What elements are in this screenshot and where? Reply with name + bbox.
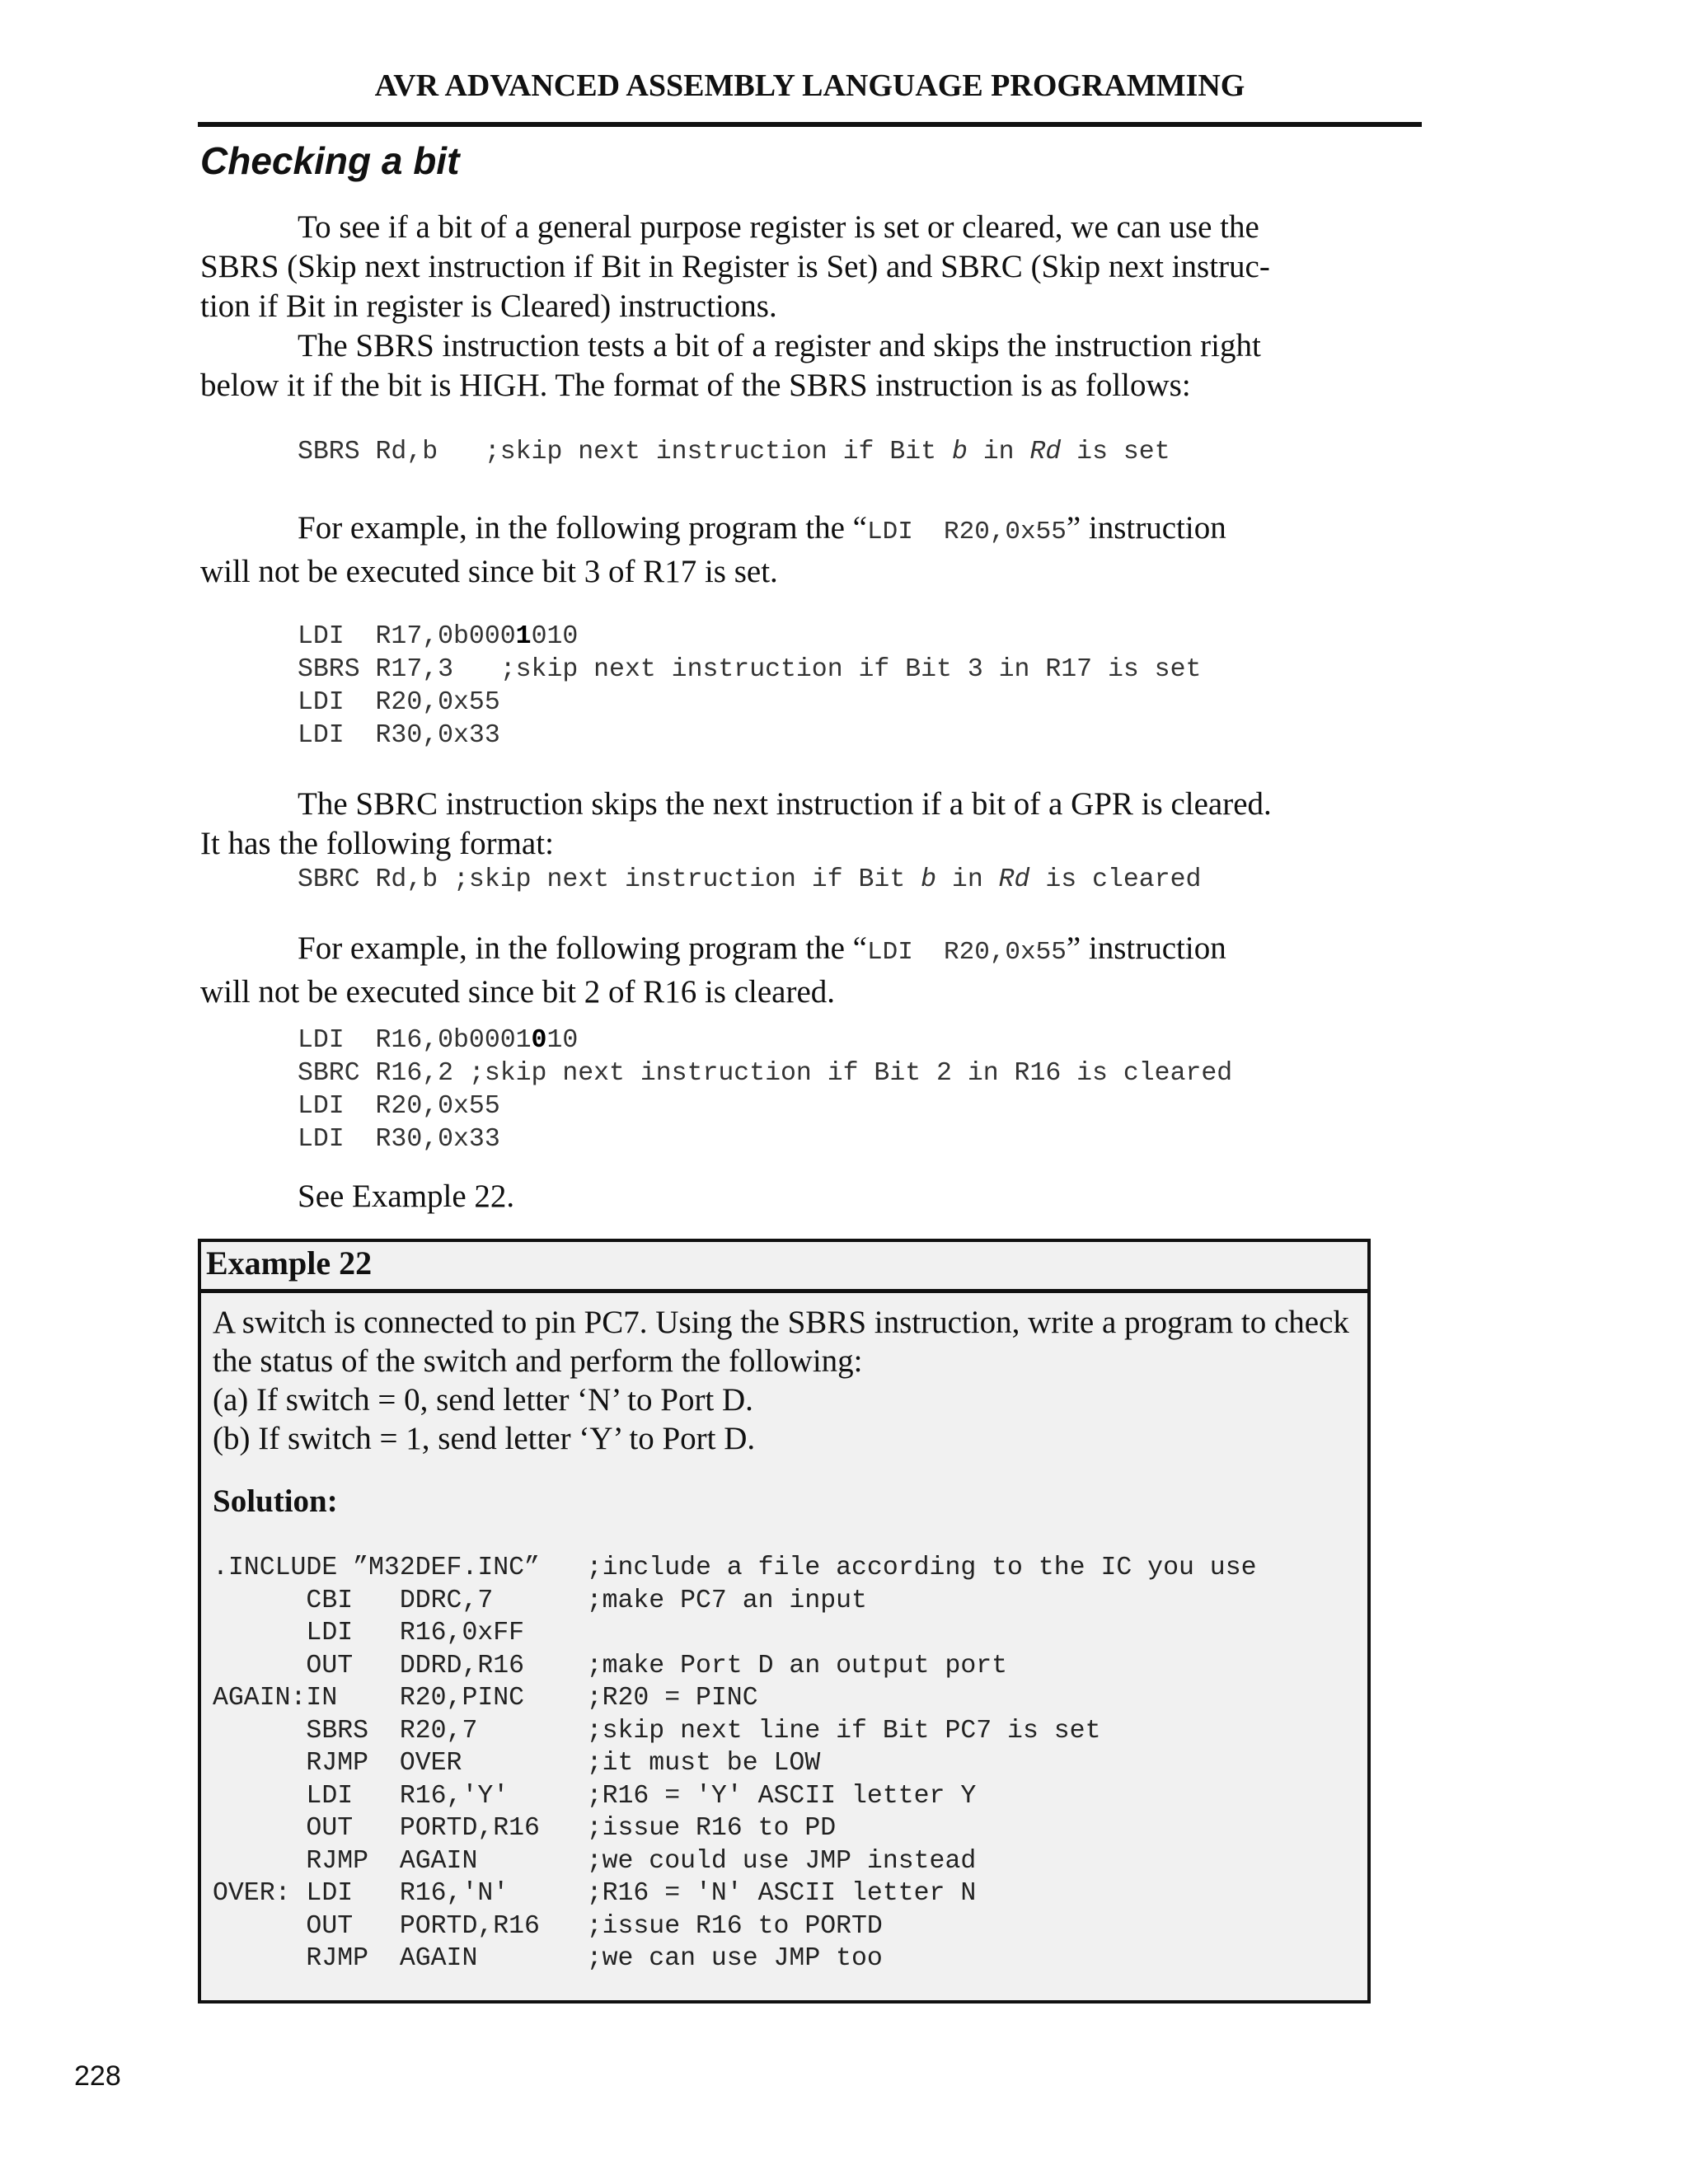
sbrc-example-code (298, 1024, 1232, 1156)
code-line: LDI R20,0x55 (298, 688, 500, 717)
inline-code: LDI R20,0x55 (867, 518, 1067, 546)
code-text: LDI R16,0b0001 (298, 1026, 532, 1055)
intro-paragraph (200, 208, 1272, 405)
code-line (298, 621, 1201, 654)
see-example-paragraph (200, 1177, 1272, 1216)
highlighted-bit: 0 (531, 1026, 547, 1055)
text-line: It has the following format: (200, 826, 554, 861)
code-line: RJMP AGAIN ;we can use JMP too (213, 1944, 883, 1973)
text-line: will not be executed since bit 3 of R17 is set. (200, 554, 778, 589)
code-text: 10 (546, 1026, 579, 1055)
text-line: The SBRS instruction tests a bit of a register and skips the instruction right (298, 328, 1261, 363)
code-line: LDI R30,0x33 (298, 721, 500, 750)
solution-code (213, 1552, 1257, 1975)
text-line: (a) If switch = 0, send letter ‘N’ to Port D. (213, 1382, 753, 1418)
highlighted-bit: 1 (515, 622, 532, 651)
header-rule (198, 122, 1422, 127)
code-param-rd: Rd (998, 865, 1030, 894)
code-text: in (967, 438, 1030, 466)
code-line: OVER: LDI R16,'N' ;R16 = 'N' ASCII letter N (213, 1879, 977, 1908)
text-fragment: For example, in the following program the “ (298, 930, 867, 966)
code-line: SBRS R20,7 ;skip next line if Bit PC7 is set (213, 1716, 1101, 1746)
sbrs-format-code (298, 436, 1170, 469)
example-box (198, 1239, 1371, 2004)
code-line: OUT PORTD,R16 ;issue R16 to PORTD (213, 1911, 883, 1941)
sbrc-format-code (298, 864, 1201, 897)
page-number: 228 (74, 2060, 121, 2092)
text-line: The SBRC instruction skips the next instruction if a bit of a GPR is cleared. (298, 786, 1272, 822)
text-line: below it if the bit is HIGH. The format of the SBRS instruction is as follows: (200, 368, 1191, 403)
text-line: will not be executed since bit 2 of R16 is cleared. (200, 974, 836, 1010)
code-text: LDI R17,0b000 (298, 622, 516, 651)
inline-code: LDI R20,0x55 (867, 938, 1067, 967)
code-text: is cleared (1029, 865, 1202, 894)
text-line: A switch is connected to pin PC7. Using the SBRS instruction, write a program to check (213, 1305, 1349, 1340)
code-line: LDI R30,0x33 (298, 1125, 500, 1154)
text-line: To see if a bit of a general purpose register is set or cleared, we can use the (298, 209, 1259, 245)
code-param-b: b (921, 865, 937, 894)
running-header: AVR ADVANCED ASSEMBLY LANGUAGE PROGRAMMING (374, 68, 1245, 103)
text-line: SBRS (Skip next instruction if Bit in Register is Set) and SBRC (Skip next instruc- (200, 249, 1270, 284)
code-line (298, 864, 1201, 897)
code-param-rd: Rd (1029, 438, 1062, 466)
text-line (200, 929, 1272, 972)
text-line: tion if Bit in register is Cleared) instructions. (200, 288, 777, 324)
example-problem (213, 1303, 1358, 1458)
sbrc-example-paragraph (200, 929, 1272, 1012)
solution-label: Solution: (213, 1483, 338, 1519)
code-line: LDI R16,0xFF (213, 1619, 525, 1647)
code-line: RJMP AGAIN ;we could use JMP instead (213, 1846, 977, 1876)
code-line: LDI R16,'Y' ;R16 = 'Y' ASCII letter Y (213, 1781, 977, 1811)
code-param-b: b (951, 438, 968, 466)
code-line: SBRS R17,3 ;skip next instruction if Bit 3 in R17 is set (298, 655, 1202, 684)
code-line: LDI R20,0x55 (298, 1092, 500, 1121)
code-text: in (936, 865, 999, 894)
sbrc-intro-paragraph (200, 785, 1272, 864)
text-fragment: ” instruction (1066, 930, 1226, 966)
code-text: SBRC Rd,b ;skip next instruction if Bit (298, 865, 921, 894)
text-line: the status of the switch and perform the following: (213, 1343, 863, 1379)
text-line: See Example 22. (298, 1179, 515, 1214)
code-line (298, 1024, 1232, 1057)
text-line: (b) If switch = 1, send letter ‘Y’ to Port D. (213, 1421, 756, 1456)
text-line (200, 509, 1272, 552)
code-line: AGAIN:IN R20,PINC ;R20 = PINC (213, 1684, 758, 1713)
sbrs-example-paragraph (200, 509, 1272, 592)
code-text: SBRS Rd,b ;skip next instruction if Bit (298, 438, 952, 466)
code-line: OUT DDRD,R16 ;make Port D an output port (213, 1651, 1008, 1680)
code-text: is set (1061, 438, 1170, 466)
example-title: Example 22 (206, 1244, 373, 1282)
example-header (201, 1242, 1367, 1293)
text-fragment: ” instruction (1066, 510, 1226, 546)
sbrs-example-code (298, 621, 1201, 752)
code-line: OUT PORTD,R16 ;issue R16 to PD (213, 1814, 837, 1843)
code-line: SBRC R16,2 ;skip next instruction if Bit 2 in R16 is cleared (298, 1059, 1233, 1088)
code-line: RJMP OVER ;it must be LOW (213, 1749, 821, 1778)
code-line (298, 436, 1170, 469)
code-text: 010 (531, 622, 579, 651)
text-fragment: For example, in the following program the “ (298, 510, 867, 546)
code-line: .INCLUDE ”M32DEF.INC” ;include a file according to the IC you use (213, 1554, 1257, 1582)
code-line: CBI DDRC,7 ;make PC7 an input (213, 1586, 867, 1615)
section-title: Checking a bit (200, 139, 460, 182)
